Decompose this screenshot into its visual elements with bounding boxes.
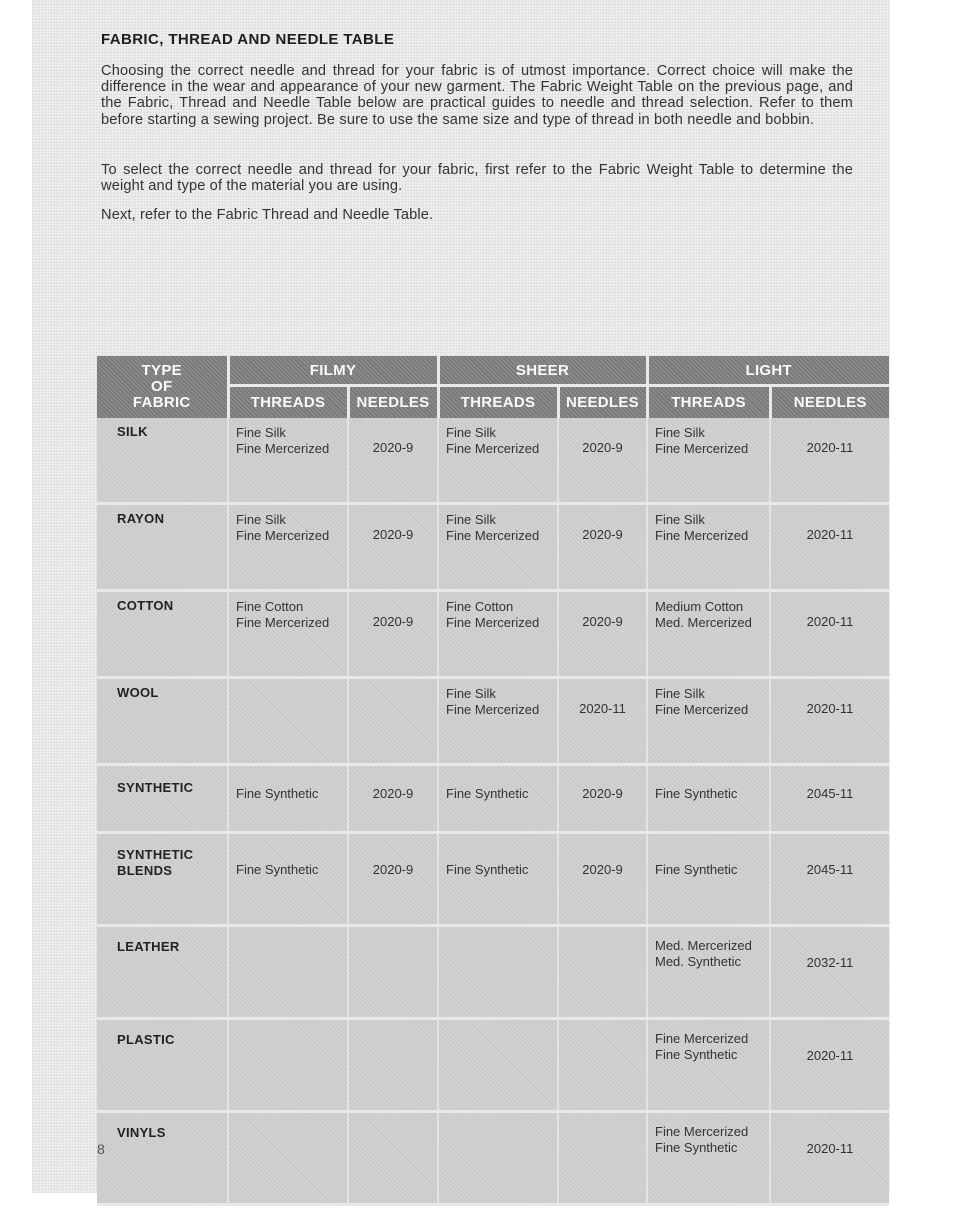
table-row xyxy=(97,833,889,926)
needles-cell xyxy=(348,1112,438,1205)
table-row xyxy=(97,926,889,1019)
thread-text: Fine Mercerized xyxy=(236,527,330,543)
next-step-paragraph: Next, refer to the Fabric Thread and Needle Table. xyxy=(101,207,434,223)
thread-text: Fine Silk xyxy=(655,512,705,527)
fabric-cell xyxy=(97,504,228,591)
threads-cell xyxy=(438,418,558,504)
threads-cell xyxy=(228,926,348,1019)
intro-paragraph: Choosing the correct needle and thread for your fabric is of utmost importance. Correct choice will make the difference in the wear and appearance of your new garment. The Fabric Weight Table on the previous page, and the Fabric, Thread and Needle Table below are practical guides to needle and thread selection. Refer to them before starting a sewing project. Be sure to use the same size and type of thread in both needle and bobbin. xyxy=(101,63,853,128)
fabric-label: PLASTIC xyxy=(117,1032,175,1047)
table-row xyxy=(97,1019,889,1112)
threads-cell xyxy=(647,1019,770,1112)
thread-text: Fine Silk xyxy=(655,686,705,701)
fabric-label: WOOL xyxy=(117,685,159,700)
page-number: 8 xyxy=(97,1141,105,1157)
needles-cell xyxy=(558,1112,647,1205)
threads-cell xyxy=(647,833,770,926)
thread-text: Medium Cotton xyxy=(655,599,744,614)
needles-cell: 2020-11 xyxy=(770,418,889,504)
filmy-threads-header: THREADS xyxy=(228,386,348,419)
thread-text: Fine Synthetic xyxy=(446,862,529,877)
thread-text: Fine Silk xyxy=(236,512,286,527)
needles-cell xyxy=(558,926,647,1019)
type-header-line: TYPE xyxy=(141,362,182,379)
table-row xyxy=(97,1112,889,1205)
thread-text: Fine Synthetic xyxy=(655,1139,738,1155)
thread-text: Fine Mercerized xyxy=(446,701,540,717)
needles-cell xyxy=(558,1019,647,1112)
fabric-label: RAYON xyxy=(117,511,165,526)
fabric-cell xyxy=(97,678,228,765)
needles-cell xyxy=(348,678,438,765)
table-row xyxy=(97,504,889,591)
fabric-cell xyxy=(97,833,228,926)
thread-text: Fine Mercerized xyxy=(655,440,749,456)
thread-text: Fine Silk xyxy=(446,425,496,440)
thread-text: Fine Synthetic xyxy=(655,786,738,801)
fabric-cell xyxy=(97,591,228,678)
fabric-label: SYNTHETIC xyxy=(117,847,194,862)
fabric-label: LEATHER xyxy=(117,939,180,954)
light-threads-header: THREADS xyxy=(647,386,770,419)
fabric-thread-needle-table xyxy=(97,356,889,1156)
threads-cell xyxy=(647,765,770,833)
thread-text: Fine Silk xyxy=(236,425,286,440)
thread-text: Fine Silk xyxy=(446,686,496,701)
threads-cell xyxy=(647,591,770,678)
filmy-needles-header: NEEDLES xyxy=(348,386,438,419)
threads-cell xyxy=(228,418,348,504)
fabric-cell xyxy=(97,418,228,504)
threads-cell xyxy=(438,833,558,926)
needles-cell: 2045-11 xyxy=(770,833,889,926)
threads-cell xyxy=(438,765,558,833)
type-header-line: OF xyxy=(151,378,173,395)
sheer-header: SHEER xyxy=(438,356,647,386)
threads-cell xyxy=(228,504,348,591)
needles-cell: 2020-9 xyxy=(348,765,438,833)
needles-cell: 2020-11 xyxy=(770,504,889,591)
thread-text: Fine Mercerized xyxy=(655,1124,749,1139)
needles-cell: 2020-11 xyxy=(770,678,889,765)
needles-cell xyxy=(348,926,438,1019)
thread-text: Fine Mercerized xyxy=(655,701,749,717)
thread-text: Fine Silk xyxy=(446,512,496,527)
needles-cell: 2020-9 xyxy=(558,504,647,591)
fabric-label: SILK xyxy=(117,424,148,439)
thread-text: Fine Mercerized xyxy=(446,614,540,630)
threads-cell xyxy=(647,418,770,504)
filmy-header: FILMY xyxy=(228,356,438,386)
thread-text: Fine Mercerized xyxy=(655,1031,749,1046)
needles-cell: 2020-9 xyxy=(558,591,647,678)
thread-text: Fine Mercerized xyxy=(446,440,540,456)
threads-cell xyxy=(228,833,348,926)
light-needles-header: NEEDLES xyxy=(770,386,889,419)
page-title: FABRIC, THREAD AND NEEDLE TABLE xyxy=(101,31,395,48)
thread-text: Fine Cotton xyxy=(236,599,304,614)
table-row xyxy=(97,765,889,833)
thread-text: Med. Synthetic xyxy=(655,953,741,969)
needles-cell: 2020-11 xyxy=(770,1019,889,1112)
light-header: LIGHT xyxy=(647,356,889,386)
fabric-cell xyxy=(97,926,228,1019)
fabric-label: VINYLS xyxy=(117,1125,166,1140)
threads-cell xyxy=(438,1112,558,1205)
needles-cell: 2020-11 xyxy=(770,591,889,678)
thread-text: Fine Silk xyxy=(655,425,705,440)
threads-cell xyxy=(647,678,770,765)
needles-cell: 2032-11 xyxy=(770,926,889,1019)
thread-text: Fine Synthetic xyxy=(655,1046,738,1062)
needles-cell: 2020-9 xyxy=(558,833,647,926)
threads-cell xyxy=(647,926,770,1019)
threads-cell xyxy=(228,1112,348,1205)
sheer-needles-header: NEEDLES xyxy=(558,386,647,419)
thread-text: Fine Synthetic xyxy=(236,786,319,801)
fabric-label: COTTON xyxy=(117,598,174,613)
thread-text: Fine Synthetic xyxy=(236,862,319,877)
needles-cell: 2020-9 xyxy=(348,591,438,678)
threads-cell xyxy=(647,504,770,591)
threads-cell xyxy=(438,678,558,765)
thread-text: Fine Synthetic xyxy=(655,862,738,877)
thread-text: Med. Mercerized xyxy=(655,614,752,630)
thread-text: Fine Mercerized xyxy=(446,527,540,543)
instruction-paragraph: To select the correct needle and thread for your fabric, first refer to the Fabric Weight Table to determine the weight and type of the material you are using. xyxy=(101,162,853,195)
needles-cell: 2045-11 xyxy=(770,765,889,833)
needles-cell: 2020-9 xyxy=(348,833,438,926)
threads-cell xyxy=(228,678,348,765)
thread-text: Med. Mercerized xyxy=(655,938,752,953)
needles-cell: 2020-11 xyxy=(558,678,647,765)
needles-cell: 2020-9 xyxy=(558,418,647,504)
needles-cell: 2020-9 xyxy=(348,504,438,591)
fabric-cell xyxy=(97,765,228,833)
threads-cell xyxy=(228,765,348,833)
thread-text: Fine Cotton xyxy=(446,599,514,614)
thread-text: Fine Mercerized xyxy=(236,440,330,456)
needles-cell: 2020-9 xyxy=(558,765,647,833)
fabric-label: BLENDS xyxy=(117,862,173,878)
threads-cell xyxy=(647,1112,770,1205)
threads-cell xyxy=(438,926,558,1019)
thread-text: Fine Mercerized xyxy=(236,614,330,630)
table-row xyxy=(97,591,889,678)
type-of-fabric-header xyxy=(97,356,228,418)
thread-text: Fine Synthetic xyxy=(446,786,529,801)
fabric-cell xyxy=(97,1019,228,1112)
threads-cell xyxy=(228,591,348,678)
type-header-line: FABRIC xyxy=(132,394,191,411)
threads-cell xyxy=(438,591,558,678)
thread-text: Fine Mercerized xyxy=(655,527,749,543)
table-row xyxy=(97,678,889,765)
threads-cell xyxy=(438,1019,558,1112)
fabric-label: SYNTHETIC xyxy=(117,780,194,795)
sheer-threads-header: THREADS xyxy=(438,386,558,419)
needles-cell xyxy=(348,1019,438,1112)
threads-cell xyxy=(438,504,558,591)
fabric-cell xyxy=(97,1112,228,1205)
needles-cell: 2020-11 xyxy=(770,1112,889,1205)
threads-cell xyxy=(228,1019,348,1112)
needles-cell: 2020-9 xyxy=(348,418,438,504)
table-row xyxy=(97,418,889,504)
